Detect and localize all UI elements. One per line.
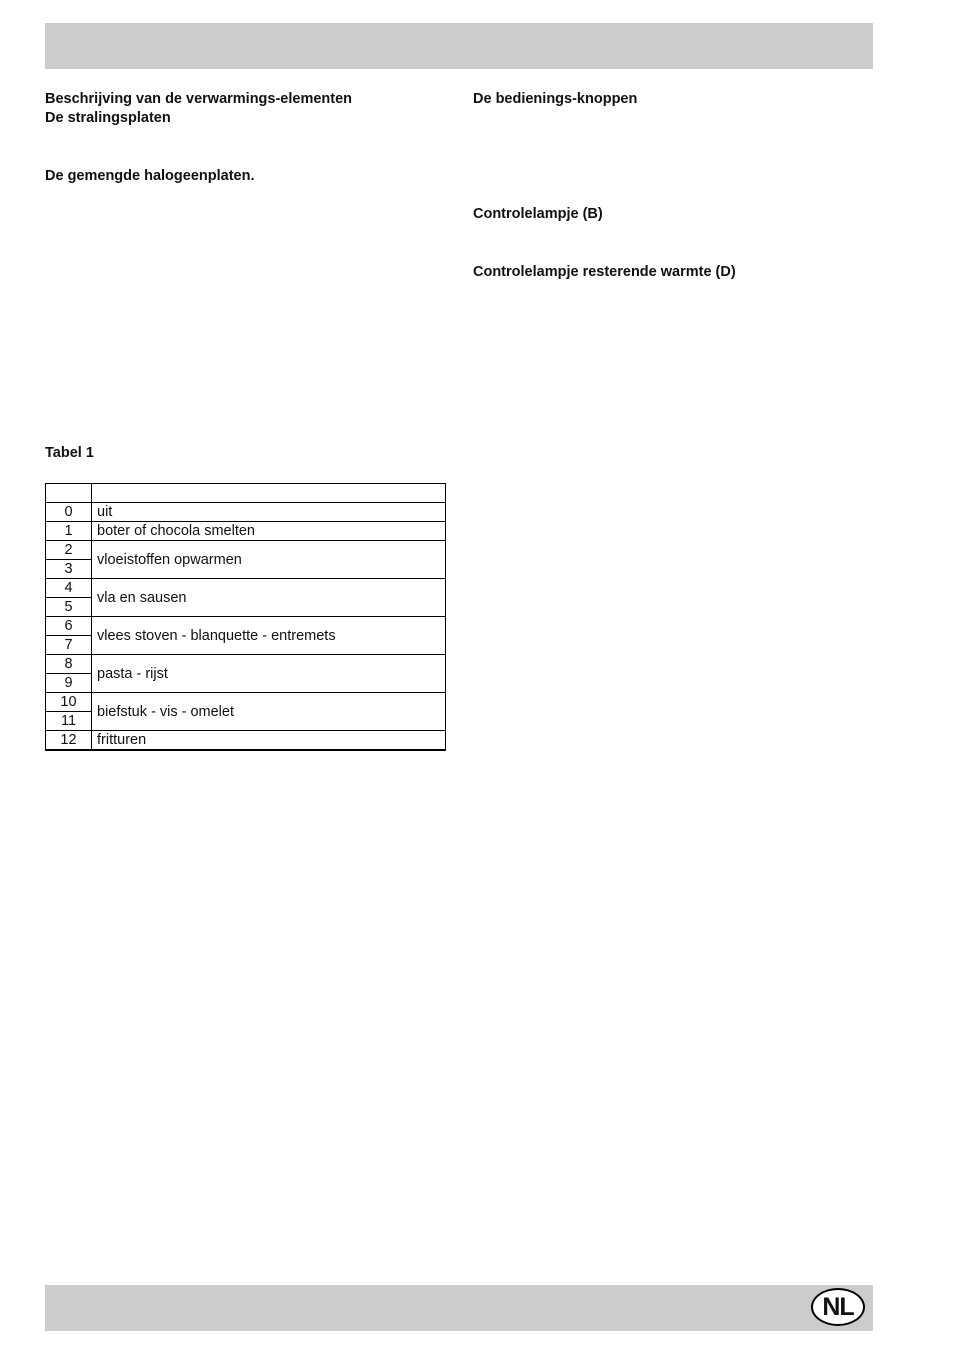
setting-cell: 9 [46, 674, 92, 693]
setting-cell: 3 [46, 560, 92, 579]
table-row [46, 617, 446, 636]
footer-band [45, 1285, 873, 1331]
use-cell: uit [92, 503, 446, 522]
heading-control-knobs: De bedienings-knoppen [473, 91, 638, 107]
table-title: Tabel 1 [45, 445, 94, 461]
use-cell: boter of chocola smelten [92, 522, 446, 541]
setting-cell: 6 [46, 617, 92, 636]
table-header-row [46, 484, 446, 503]
setting-cell: 8 [46, 655, 92, 674]
header-band [45, 23, 873, 69]
use-cell: vla en sausen [92, 579, 446, 617]
table-row [46, 579, 446, 598]
table-row [46, 731, 446, 751]
use-cell: vlees stoven - blanquette - entremets [92, 617, 446, 655]
use-cell: fritturen [92, 731, 446, 751]
heading-halogen-plates: De gemengde halogeenplaten. [45, 168, 255, 184]
table-row [46, 541, 446, 560]
setting-cell: 5 [46, 598, 92, 617]
setting-cell: 4 [46, 579, 92, 598]
setting-cell: 12 [46, 731, 92, 751]
use-cell: vloeistoffen opwarmen [92, 541, 446, 579]
setting-cell: 11 [46, 712, 92, 731]
use-cell: pasta - rijst [92, 655, 446, 693]
table-row [46, 693, 446, 712]
use-cell: biefstuk - vis - omelet [92, 693, 446, 731]
table-row [46, 503, 446, 522]
table-row [46, 522, 446, 541]
heading-radiant-plates: De stralingsplaten [45, 110, 171, 126]
language-badge: NL [811, 1288, 865, 1326]
heading-indicator-light-b: Controlelampje (B) [473, 206, 603, 222]
table-row [46, 655, 446, 674]
setting-cell: 7 [46, 636, 92, 655]
header-cell-setting [46, 484, 92, 503]
heading-residual-heat-light-d: Controlelampje resterende warmte (D) [473, 264, 736, 280]
settings-table [45, 483, 446, 751]
setting-cell: 10 [46, 693, 92, 712]
setting-cell: 2 [46, 541, 92, 560]
setting-cell: 0 [46, 503, 92, 522]
setting-cell: 1 [46, 522, 92, 541]
heading-heating-elements: Beschrijving van de verwarmings-elementen [45, 91, 353, 107]
header-cell-use [92, 484, 446, 503]
